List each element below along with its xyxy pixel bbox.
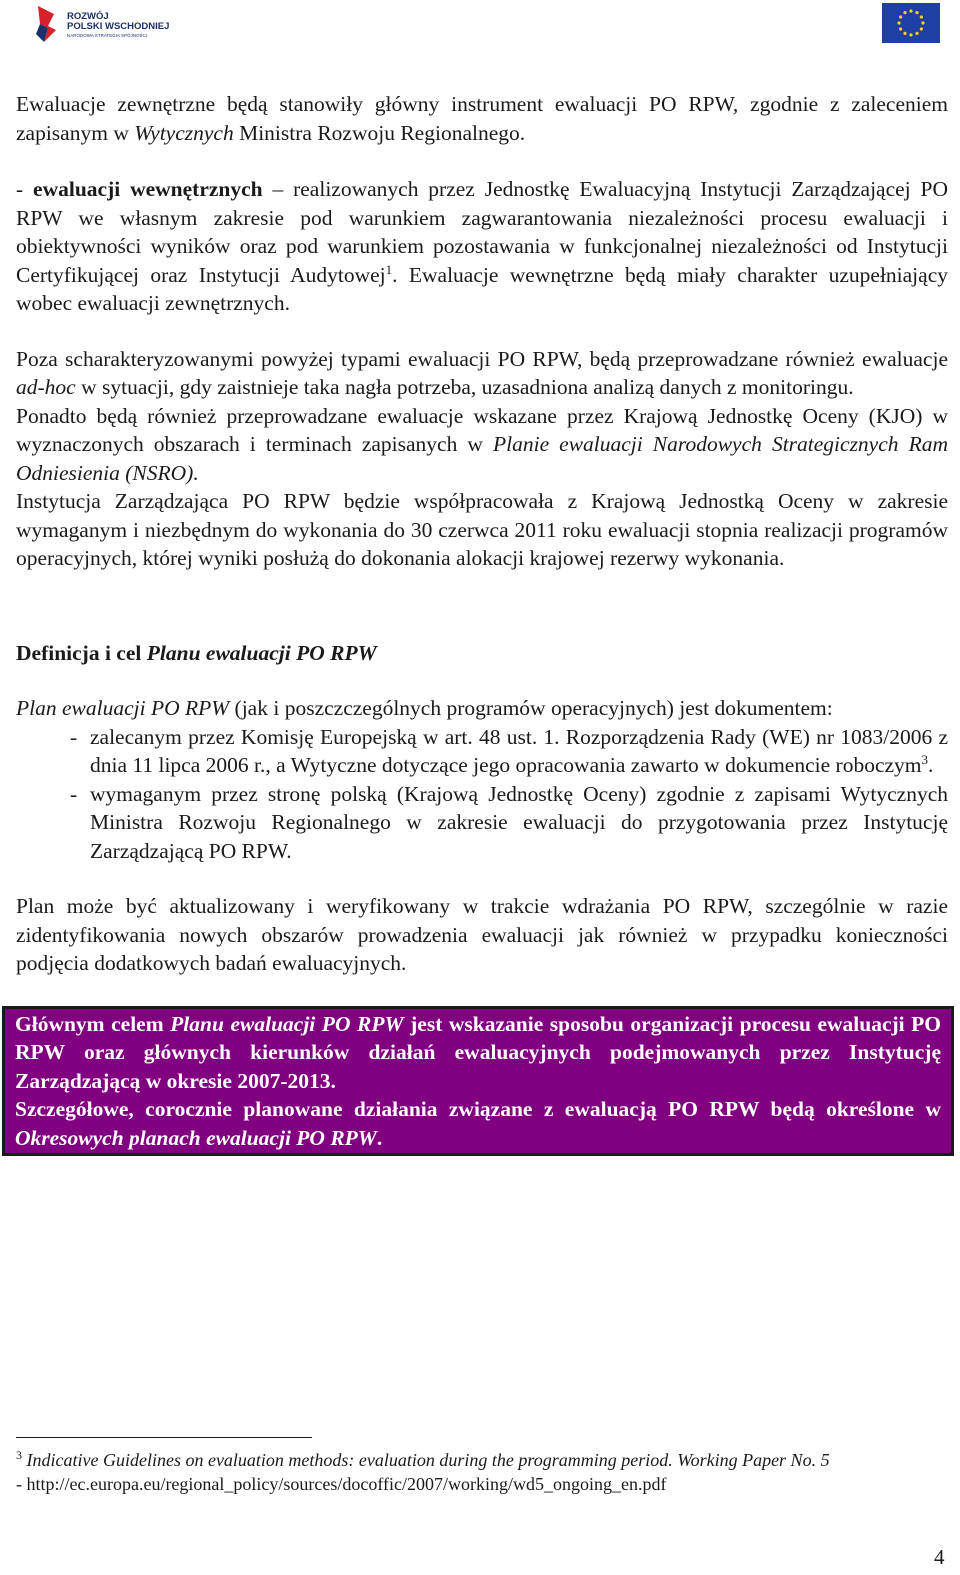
eu-star (920, 15, 923, 18)
eu-star (899, 27, 902, 30)
text-span: Poza scharakteryzowanymi powyżej typami ewaluacji PO RPW, będą przeprowadzane również ewaluacje (16, 346, 948, 371)
text-span: Szczegółowe, corocznie planowane działania związane z ewaluacją PO RPW będą określone w (15, 1097, 941, 1121)
eu-star (909, 33, 912, 36)
eu-star (897, 21, 900, 24)
dash: - (16, 177, 34, 201)
text-span: (jak i poszczczególnych programów operacyjnych) jest dokumentem: (229, 696, 833, 720)
footnote-line-1 (16, 1448, 948, 1472)
paragraph-plan-update: Plan może być aktualizowany i weryfikowany w trakcie wdrażania PO RPW, szczególnie w razie zidentyfikowania nowych obszarów prowadzenia ewaluacji jak również w przypadku konieczności podjęcia dodatkowych badań ewaluacyjnych. (16, 894, 948, 975)
footnote-separator (16, 1437, 312, 1438)
list-item (16, 780, 948, 866)
paragraph-cooperation: Instytucja Zarządzająca PO RPW będzie współpracowała z Krajową Jednostką Oceny w zakresie wymaganym i niezbędnym do wykonania do 30 czerwca 2011 roku ewaluacji stopnia realizacji programów operacyjnych, której wyniki posłużą do dokonania alokacji krajowej rezerwy wykonania. (16, 489, 948, 570)
rpw-logo (34, 4, 174, 44)
list-item (16, 723, 948, 780)
text-span: . Ewaluacje wewnętrzne będą miały charakter uzupełniający wobec ewaluacji zewnętrznych. (16, 262, 948, 315)
dash: - (70, 724, 78, 749)
eu-star (921, 21, 924, 24)
footnote (16, 1448, 948, 1496)
eu-star (920, 27, 923, 30)
text-span: . (928, 753, 934, 777)
paragraph-external-evaluations (16, 90, 948, 147)
rpw-logo-icon (34, 4, 64, 44)
bold-term: ewaluacji wewnętrznych (33, 177, 263, 201)
italic-span: Okresowych planach ewaluacji PO RPW (15, 1125, 377, 1150)
text-span: Ministra Rozwoju Regionalnego. (233, 120, 526, 145)
definition-list (16, 723, 948, 866)
eu-star (909, 9, 912, 12)
heading-text: Definicja i cel (16, 640, 147, 665)
eu-flag-icon (882, 3, 940, 43)
text-span: – realizowanych przez Jednostkę Ewaluacyjną Instytucji Zarządzającej PO RPW we własnym zakresie pod warunkiem zagwarantowania niezależności procesu ewaluacji i obiektywności wyników oraz pod warunkiem pozostawania w funkcjonalnej niezależności od Instytucji Certyfikującej oraz Instytucji Audytowej (16, 177, 948, 287)
document-body (16, 90, 948, 1156)
paragraph-plan-definition (16, 694, 948, 723)
text-span: . (376, 1125, 383, 1150)
page-number: 4 (934, 1545, 945, 1569)
heading-italic: Planu ewaluacji PO RPW (146, 640, 377, 665)
italic-span: Planie ewaluacji Narodowych Strategicznych Ram Odniesienia (NSRO). (16, 432, 948, 485)
text-span: zalecanym przez Komisję Europejską w art. 48 ust. 1. Rozporządzenia Rady (WE) nr 1083/2006 z dnia 11 lipca 2006 r., a Wytyczne dotyczące jego opracowania zawarto w dokumencie roboczym (90, 724, 948, 777)
eu-star (915, 11, 918, 14)
italic-span: ad-hoc (16, 375, 76, 399)
text-span: Ewaluacje zewnętrzne będą stanowiły główny instrument ewaluacji PO RPW, zgodnie z zaleceniem zapisanym w (16, 92, 948, 145)
footnote-number: 3 (16, 1448, 22, 1462)
text-span: Ponadto będą również przeprowadzane ewaluacje wskazane przez Krajową Jednostkę Oceny (KJO) w wyznaczonych obszarach i terminach zapisanych w (16, 403, 948, 456)
text-span: w sytuacji, gdy zaistnieje taka nagła potrzeba, uzasadniona analizą danych z monitoringu. (75, 375, 854, 399)
dash: - (70, 781, 78, 806)
italic-span: Planu ewaluacji PO RPW (170, 1011, 404, 1036)
footnote-ref: 3 (921, 751, 928, 767)
eu-star (903, 32, 906, 35)
italic-span: Wytycznych (134, 120, 234, 145)
paragraph-adhoc-evaluations (16, 345, 948, 402)
eu-star (899, 15, 902, 18)
section-heading (16, 639, 948, 668)
text-span: wymaganym przez stronę polską (Krajową Jednostkę Oceny) zgodnie z zapisami Wytycznych Ministra Rozwoju Regionalnego w zakresie ewaluacji do przygotowania przez Instytucję Zarządzającą PO RPW. (90, 781, 948, 863)
logo-line-1: ROZWÓJ (67, 11, 109, 22)
text-span: jest wskazanie sposobu organizacji procesu ewaluacji PO RPW oraz głównych kierunków działań ewaluacyjnych podejmowanych przez Instytucję Zarządzającą w okresie 2007-2013. (15, 1011, 942, 1093)
italic-span: Plan ewaluacji PO RPW (16, 696, 230, 720)
eu-star (915, 32, 918, 35)
footnote-title: Indicative Guidelines on evaluation methods: evaluation during the programming period. Working Paper No. 5 (22, 1450, 830, 1470)
logo-line-3: NARODOWA STRATEGIA SPÓJNOŚCI (67, 33, 148, 38)
logo-line-2: POLSKI WSCHODNIEJ (67, 21, 170, 32)
box-paragraph-detailed (15, 1095, 941, 1152)
footnote-line-2: - http://ec.europa.eu/regional_policy/sources/docoffic/2007/working/wd5_ongoing_en.pdf (16, 1474, 667, 1494)
text-span: Głównym celem (15, 1011, 171, 1036)
eu-star (903, 11, 906, 14)
paragraph-kjo-evaluations (16, 402, 948, 488)
box-paragraph-main-goal (15, 1010, 941, 1096)
highlight-box (2, 1006, 954, 1157)
footnote-ref: 1 (385, 261, 393, 277)
paragraph-internal-evaluations (16, 175, 948, 318)
